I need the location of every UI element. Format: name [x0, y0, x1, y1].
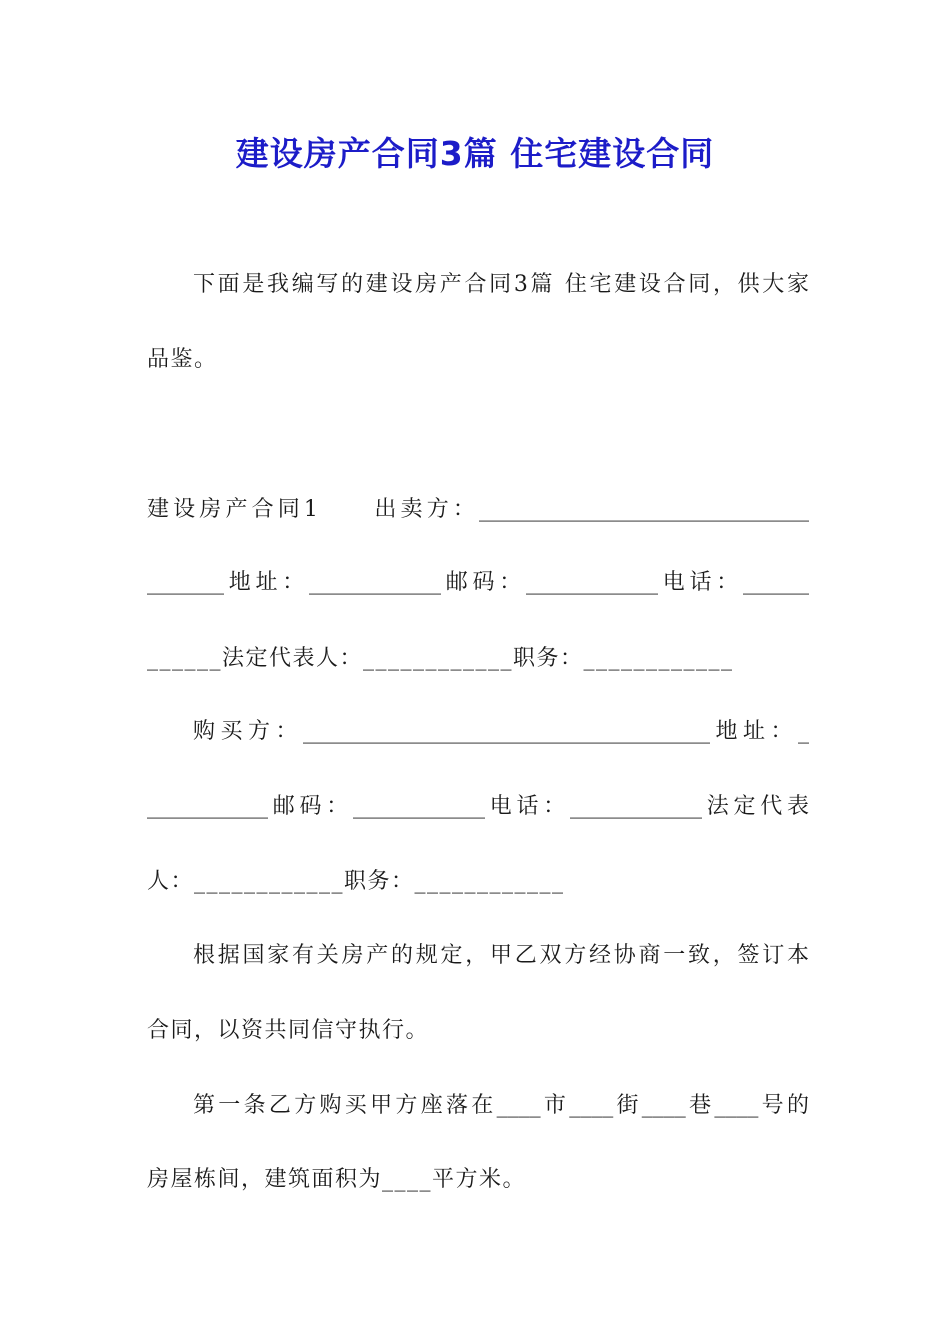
buyer-line-2: ___________邮码：____________电话：____________法定代表: [147, 794, 809, 819]
article-1-line-2: 房屋栋间，建筑面积为____平方米。: [147, 1167, 527, 1192]
document-title: 建设房产合同3篇 住宅建设合同: [235, 134, 715, 173]
intro-line-1: 下面是我编写的建设房产合同3篇 住宅建设合同，供大家: [193, 272, 809, 297]
seller-line-3: ______法定代表人：____________职务：____________: [147, 646, 734, 671]
buyer-line-3: 人：____________职务：____________: [147, 869, 565, 894]
preamble-line-2: 合同，以资共同信守执行。: [147, 1018, 430, 1043]
seller-line-1: 建设房产合同1 出卖方：______________________________: [147, 497, 809, 522]
seller-line-2: _______地址：____________邮码：____________电话：______: [147, 570, 809, 595]
preamble-line-1: 根据国家有关房产的规定，甲乙双方经协商一致，签订本: [193, 943, 809, 968]
article-1-line-1: 第一条乙方购买甲方座落在____市____街____巷____号的: [193, 1093, 809, 1118]
intro-line-2: 品鉴。: [147, 347, 218, 372]
buyer-line-1: 购买方：_____________________________________地址：_: [193, 719, 809, 744]
